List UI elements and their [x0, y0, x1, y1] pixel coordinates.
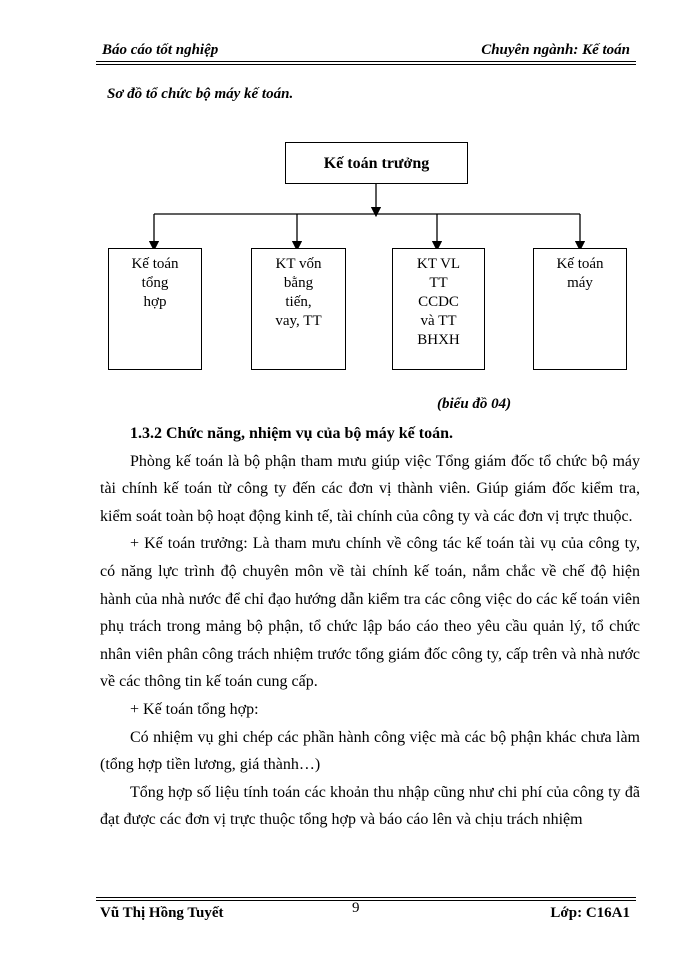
org-box-general-accountant — [108, 248, 202, 370]
org-box-capital-accountant — [251, 248, 346, 370]
org-box-chief-accountant: Kế toán trưởng — [285, 142, 468, 184]
org-box-line: TT — [429, 275, 448, 291]
paragraph: + Kế toán tổng hợp: — [130, 700, 259, 718]
org-box-line: máy — [567, 275, 593, 291]
org-box-line: KT VL — [416, 256, 461, 272]
org-box-line: vay, TT — [275, 313, 322, 329]
org-box-line: Kế toán — [556, 256, 604, 272]
org-box-line: CCDC — [418, 294, 459, 310]
footer-rule-2 — [96, 900, 636, 901]
header-left: Báo cáo tốt nghiệp — [102, 42, 219, 58]
org-box-line: BHXH — [417, 332, 460, 348]
header-right: Chuyên ngành: Kế toán — [481, 42, 630, 58]
document-body — [100, 420, 640, 834]
org-box-line: hợp — [143, 294, 167, 310]
org-box-line: Kế toán — [131, 256, 179, 272]
diagram-title: Sơ đồ tổ chức bộ máy kế toán. — [107, 86, 294, 102]
org-box-line: và TT — [420, 313, 457, 329]
section-heading: 1.3.2 Chức năng, nhiệm vụ của bộ máy kế toán. — [130, 425, 453, 442]
diagram-caption: (biểu đồ 04) — [437, 396, 512, 412]
paragraph: + Kế toán trưởng: Là tham mưu chính về công tác kế toán tài vụ của công ty, có năng lực trình độ chuyên môn về tài chính kế toán, nắm chắc về chế độ hiện hành của nhà nước để chỉ đạo hướng dẫn kiểm tra các công việc do các kế toán viên phụ trách trong mảng bộ phận, tổ chức lập báo cáo theo yêu cầu quản lý, tổ chức nhân viên phân công trách nhiệm trước tổng giám đốc công ty, cấp trên và nhà nước về các thông tin kế toán cung cấp. — [100, 535, 640, 691]
org-box-materials-accountant — [392, 248, 485, 370]
paragraph: Có nhiệm vụ ghi chép các phần hành công việc mà các bộ phận khác chưa làm (tổng hợp tiền lương, giá thành…) — [100, 728, 640, 774]
footer-page-number: 9 — [352, 900, 360, 916]
footer-class: Lớp: C16A1 — [550, 905, 630, 921]
footer-rule — [96, 897, 636, 898]
org-box-line: tiến, — [285, 294, 312, 310]
paragraph: Tổng hợp số liệu tính toán các khoản thu nhập cũng như chi phí của công ty đã đạt được các đơn vị trực thuộc tổng hợp và báo cáo lên và chịu trách nhiệm — [100, 783, 640, 829]
org-box-line: tổng — [141, 275, 169, 291]
org-box-line: bằng — [283, 275, 314, 291]
paragraph: Phòng kế toán là bộ phận tham mưu giúp việc Tổng giám đốc tổ chức bộ máy tài chính kế toán từ công ty đến các đơn vị thành viên. Giúp giám đốc kiểm tra, kiểm soát toàn bộ hoạt động kinh tế, tài chính của công ty và các đơn vị trực thuộc. — [100, 452, 640, 525]
org-box-line: KT vốn — [275, 256, 322, 272]
org-box-machine-accountant — [533, 248, 627, 370]
footer-author: Vũ Thị Hồng Tuyết — [100, 905, 224, 921]
